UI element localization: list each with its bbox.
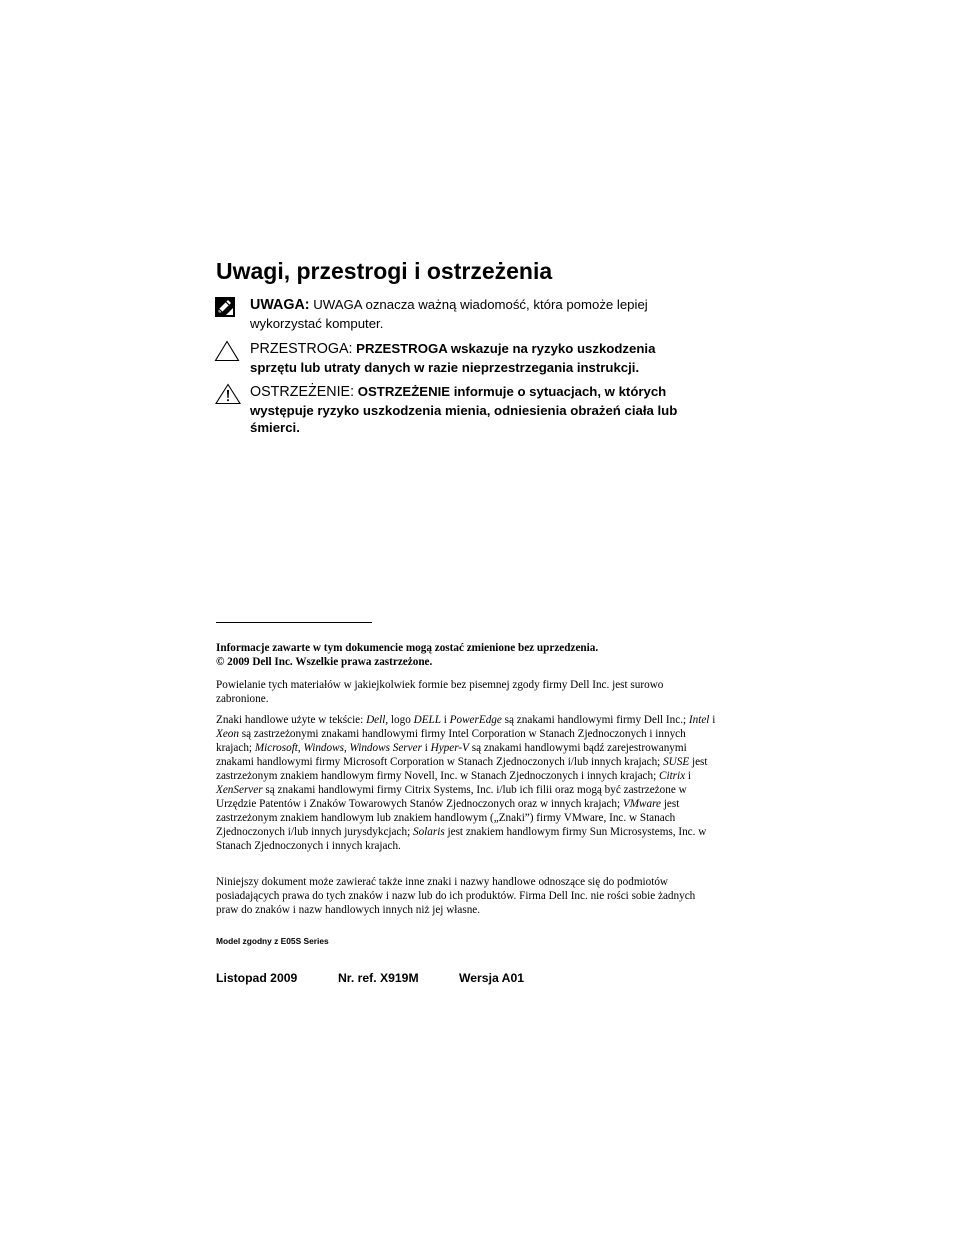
divider-line (216, 622, 372, 623)
tm-name: Windows (303, 742, 344, 754)
tm-name: Citrix (659, 770, 686, 782)
page-title: Uwagi, przestrogi i ostrzeżenia (216, 258, 553, 284)
change-notice (216, 641, 716, 669)
tm-text: jest zastrzeżonym znakiem handlowym firmy Novell, Inc. w Stanach Zjednoczonych i innych krajach; (216, 756, 708, 782)
tm-text: są znakami handlowymi firmy Citrix Systems, Inc. i/lub ich filii oraz mogą być zastrzeżone w Urzędzie Patentów i Znaków Towarowych Stanów Zjednoczonych oraz w innych krajach; (216, 784, 687, 810)
tm-text: i (440, 714, 450, 726)
tm-text: i (421, 742, 431, 754)
warning-label: OSTRZEŻENIE: (250, 384, 355, 400)
note-pencil-icon (214, 296, 240, 320)
other-marks-paragraph: Niniejszy dokument może zawierać także inne znaki i nazwy handlowe odnoszące się do podmiotów posiadających prawa do tych znaków i nazw lub do ich produktów. Firma Dell Inc. nie rości sobie żadnych praw do znaków i nazw handlowych innych niż jej własne. (216, 876, 696, 916)
tm-text: i (685, 770, 692, 782)
tm-name: Xeon (216, 728, 239, 740)
footer-date: Listopad 2009 (216, 971, 298, 985)
tm-text: i (709, 714, 716, 726)
footer-part-number: Nr. ref. X919M (338, 971, 419, 985)
caution-body: PRZESTROGA wskazuje na ryzyko uszkodzenia sprzętu lub utraty danych w razie nieprzestrzegania instrukcji. (250, 341, 656, 375)
note-body: UWAGA oznacza ważną wiadomość, która pomoże lepiej wykorzystać komputer. (250, 297, 648, 331)
tm-text: są zastrzeżonymi znakami handlowymi firmy Intel Corporation w Stanach Zjednoczonych i innych krajach; (216, 728, 686, 754)
caution-triangle-icon (214, 340, 240, 364)
tm-name: PowerEdge (449, 714, 502, 726)
tm-name: DELL (413, 714, 441, 726)
tm-text: , (343, 742, 350, 754)
change-notice-text: Informacje zawarte w tym dokumencie mogą zostać zmienione bez uprzedzenia. (216, 642, 599, 654)
caution-label: PRZESTROGA: (250, 341, 353, 357)
tm-text: jest zastrzeżonym znakiem handlowym lub znakiem handlowym („Znaki”) firmy VMware, Inc. w Stanach Zjednoczonych i/lub innych jurysdykcjach; (216, 798, 680, 838)
tm-name: VMware (622, 798, 662, 810)
reproduction-notice: Powielanie tych materiałów w jakiejkolwiek formie bez pisemnej zgody firmy Dell Inc. jest surowo zabronione. (216, 679, 664, 705)
tm-name: Intel (688, 714, 710, 726)
footer-revision: Wersja A01 (459, 971, 525, 985)
tm-name: Hyper-V (430, 742, 469, 754)
note-label: UWAGA: (250, 297, 310, 313)
tm-name: Microsoft (254, 742, 298, 754)
tm-name: SUSE (663, 756, 690, 768)
warning-block (214, 383, 694, 437)
model-info: Model zgodny z E05S Series (216, 936, 329, 946)
tm-text: , logo (385, 714, 414, 726)
tm-name: Dell (366, 714, 386, 726)
warning-body: OSTRZEŻENIE informuje o sytuacjach, w których występuje ryzyko uszkodzenia mienia, odniesienia obrażeń ciała lub śmierci. (250, 384, 678, 435)
tm-name: XenServer (216, 784, 263, 796)
tm-name: Solaris (412, 826, 445, 838)
tm-text: Znaki handlowe użyte w tekście: (216, 714, 367, 726)
copyright-text: © 2009 Dell Inc. Wszelkie prawa zastrzeżone. (216, 656, 433, 668)
tm-text: są znakami handlowymi bądź zarejestrowanymi znakami handlowymi firmy Microsoft Corporation w Stanach Zjednoczonych i/lub innych krajach; (216, 742, 687, 768)
tm-text: , (297, 742, 304, 754)
note-block (214, 296, 694, 332)
tm-name: Windows Server (349, 742, 422, 754)
tm-text: są znakami handlowymi firmy Dell Inc.; (501, 714, 689, 726)
caution-block (214, 340, 694, 376)
trademarks-paragraph (216, 713, 716, 853)
warning-triangle-icon (214, 383, 240, 407)
tm-text: jest znakiem handlowym firmy Sun Microsystems, Inc. w Stanach Zjednoczonych i innych krajach. (216, 826, 707, 852)
